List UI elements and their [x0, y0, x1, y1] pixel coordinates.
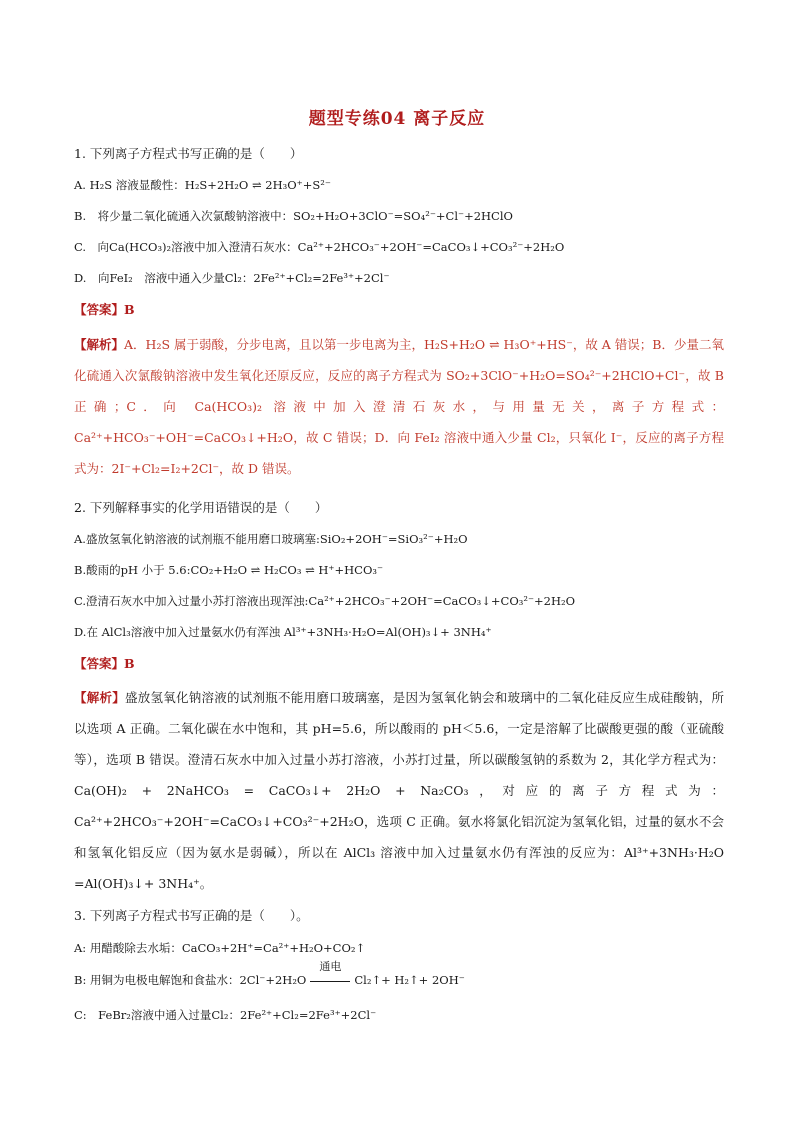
- question-1-option-d: D. 向FeI₂ 溶液中通入少量Cl₂：2Fe²⁺+Cl₂=2Fe³⁺+2Cl⁻: [74, 271, 390, 285]
- question-1-option-b: B. 将少量二氧化硫通入次氯酸钠溶液中：SO₂+H₂O+3ClO⁻=SO₄²⁻+Cl⁻+2HClO: [74, 209, 513, 223]
- question-2-analysis-text: 盛放氢氧化钠溶液的试剂瓶不能用磨口玻璃塞，是因为氢氧化钠会和玻璃中的二氧化硅反应生成硅酸钠，所以选项 A 正确。二氧化碳在水中饱和，其 pH=5.6，所以酸雨的 pH＜5.6，一定是溶解了比碳酸更强的酸（亚硫酸等），选项 B 错误。澄清石灰水中加入过量小苏打溶液，小苏打过量，所以碳酸氢钠的系数为 2，其化学方程式为：Ca(OH)₂ + 2NaHCO₃ = CaCO₃↓+ 2H₂O + Na₂CO₃，对应的离子方程式为：Ca²⁺+2HCO₃⁻+2OH⁻=CaCO₃↓+CO₃²⁻+2H₂O，选项 C 正确。氨水将氯化铝沉淀为氢氧化铝，过量的氨水不会和氢氧化铝反应（因为氨水是弱碱），所以在 AlCl₃ 溶液中加入过量氨水仍有浑浊的反应为：Al³⁺+3NH₃·H₂O =Al(OH)₃↓+ 3NH₄⁺。: [74, 690, 724, 891]
- question-2-analysis: [74, 682, 724, 899]
- question-1-analysis: [74, 329, 724, 484]
- question-2-answer: 【答案】B: [74, 656, 135, 671]
- question-1-answer: 【答案】B: [74, 302, 135, 317]
- question-1-analysis-text: A．H₂S 属于弱酸，分步电离，且以第一步电离为主，H₂S+H₂O ⇌ H₃O⁺+HS⁻，故 A 错误；B．少量二氧化硫通入次氯酸钠溶液中发生氧化还原反应，反应的离子方程式为 SO₂+3ClO⁻+H₂O=SO₄²⁻+2HClO+Cl⁻，故 B 正确；C．向 Ca(HCO₃)₂ 溶液中加入澄清石灰水，与用量无关，离子方程式：Ca²⁺+HCO₃⁻+OH⁻=CaCO₃↓+H₂O，故 C 错误；D．向 FeI₂ 溶液中通入少量 Cl₂，只氧化 I⁻，反应的离子方程式为：2I⁻+Cl₂=I₂+2Cl⁻，故 D 错误。: [74, 337, 724, 476]
- question-3-option-c: C: FeBr₂溶液中通入过量Cl₂：2Fe²⁺+Cl₂=2Fe³⁺+2Cl⁻: [74, 1008, 377, 1022]
- question-1-stem: 1. 下列离子方程式书写正确的是（ ）: [74, 146, 303, 161]
- condition-label: 通电: [319, 960, 342, 973]
- question-3-stem: 3. 下列离子方程式书写正确的是（ ）。: [74, 908, 309, 923]
- question-3-option-b: [74, 960, 465, 990]
- question-2-stem: 2. 下列解释事实的化学用语错误的是（ ）: [74, 500, 328, 515]
- question-3-option-b-suffix: Cl₂↑+ H₂↑+ 2OH⁻: [354, 973, 465, 987]
- question-2-option-c: C.澄清石灰水中加入过量小苏打溶液出现浑浊:Ca²⁺+2HCO₃⁻+2OH⁻=CaCO₃↓+CO₃²⁻+2H₂O: [74, 594, 576, 608]
- page-title: 题型专练04 离子反应: [308, 109, 486, 129]
- analysis-tag: 【解析】: [74, 690, 125, 705]
- question-1-option-c: C. 向Ca(HCO₃)₂溶液中加入澄清石灰水：Ca²⁺+2HCO₃⁻+2OH⁻=CaCO₃↓+CO₃²⁻+2H₂O: [74, 240, 565, 254]
- reaction-arrow-bar: [310, 981, 350, 982]
- question-2-option-b: B.酸雨的pH 小于 5.6:CO₂+H₂O ⇌ H₂CO₃ ⇌ H⁺+HCO₃⁻: [74, 563, 384, 577]
- electrolysis-condition: [310, 960, 350, 990]
- analysis-tag: 【解析】: [74, 337, 125, 352]
- question-3-option-b-prefix: B: 用铜为电极电解饱和食盐水：2Cl⁻+2H₂O: [74, 973, 307, 987]
- question-3-option-a: A: 用醋酸除去水垢：CaCO₃+2H⁺=Ca²⁺+H₂O+CO₂↑: [74, 941, 366, 955]
- question-2-option-d: D.在 AlCl₃溶液中加入过量氨水仍有浑浊 Al³⁺+3NH₃·H₂O=Al(OH)₃↓+ 3NH₄⁺: [74, 625, 492, 639]
- question-2-option-a: A.盛放氢氧化钠溶液的试剂瓶不能用磨口玻璃塞:SiO₂+2OH⁻=SiO₃²⁻+H₂O: [74, 532, 468, 546]
- question-1-option-a: A. H₂S 溶液显酸性：H₂S+2H₂O ⇌ 2H₃O⁺+S²⁻: [74, 178, 331, 192]
